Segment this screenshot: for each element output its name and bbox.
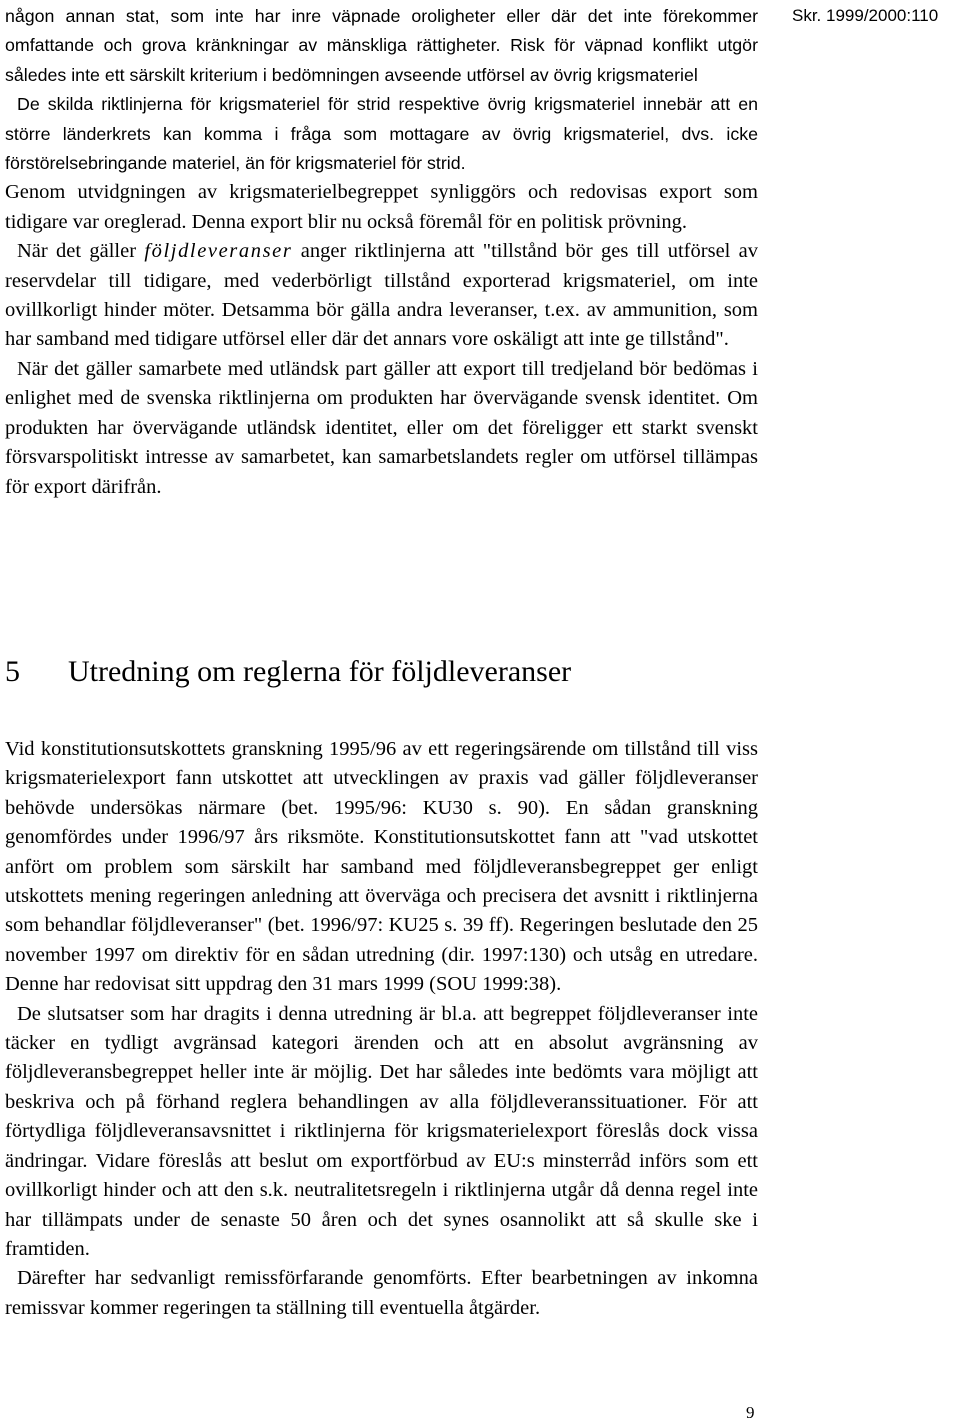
paragraph: Därefter har sedvanligt remissförfarande genomförts. Efter bearbetningen av inkomna remissvar kommer regeringen ta ställning till eventuella åtgärder. bbox=[5, 1267, 758, 1319]
section-text-upper bbox=[5, 2, 758, 502]
section-number: 5 bbox=[5, 655, 20, 688]
paragraph bbox=[5, 237, 758, 355]
paragraph: någon annan stat, som inte har inre väpnade oroligheter eller där det inte förekommer omfattande och grova kränkningar av mänskliga rättigheter. Risk för väpnad konflikt utgör således inte ett särskilt kriterium i bedömningen avseende utförsel av övrig krigsmateriel bbox=[5, 6, 758, 85]
paragraph: De slutsatser som har dragits i denna utredning är bl.a. att begreppet följdleveranser inte täcker en tydligt avgränsad kategori ärenden och att en absolut avgränsning av följdleveransbegreppet heller inte är möjlig. Det har således inte bedömts vara möjligt att beskriva och på förhand reglera behandlingen av alla följdleveranssituationer. För att förtydliga följdleveransavsnittet i riktlinjerna för krigsmaterielexport föreslås dock vissa ändringar. Vidare föreslås att beslut om exportförbud av EU:s minsterråd införs som ett ovillkorligt hinder och att den s.k. neutralitetsregeln i riktlinjerna utgår då denna regel inte har tillämpats under de senaste 50 åren och det synes osannolikt att så skulle ske i framtiden. bbox=[5, 1002, 758, 1260]
paragraph: De skilda riktlinjerna för krigsmateriel för strid respektive övrig krigsmateriel innebär att en större länderkrets kan komma i fråga som mottagare av övrig krigsmateriel, dvs. icke förstörelsebringande materiel, än för krigsmateriel för strid. bbox=[5, 94, 758, 174]
paragraph-text: När det gäller bbox=[17, 240, 145, 263]
section-text-lower bbox=[5, 735, 758, 1323]
section-heading bbox=[5, 652, 571, 692]
document-reference: Skr. 1999/2000:110 bbox=[792, 6, 939, 25]
section-title: Utredning om reglerna för följdleveranser bbox=[68, 655, 572, 688]
paragraph: När det gäller samarbete med utländsk part gäller att export till tredjeland bör bedömas i enlighet med de svenska riktlinjerna om produkten har övervägande svensk identitet. Om produkten har övervägande utländsk identitet, eller om det föreligger ett starkt svenskt försvarspolitiskt intresse av samarbetet, kan samarbetslandets regler om utförsel tillämpas för export därifrån. bbox=[5, 357, 758, 498]
page-number: 9 bbox=[746, 1403, 755, 1422]
paragraph: Vid konstitutionsutskottets granskning 1995/96 av ett regeringsärende om tillstånd till viss krigsmaterielexport fann utskottet att utvecklingen av praxis vad gäller följdleveranser behövde undersökas närmare (bet. 1995/96: KU30 s. 90). En sådan granskning genomfördes under 1996/97 års riksmöte. Konstitutionsutskottet fann att "vad utskottet anfört om problem som särskilt har samband med följdleveransbegreppet ger enligt utskottets mening regeringen anledning att överväga och precisera det avsnitt i riktlinjerna som behandlar följdleveranser" (bet. 1996/97: KU25 s. 39 ff). Regeringen beslutade den 25 november 1997 om direktiv för en sådan utredning (dir. 1997:130) och utsåg en utredare. Denne har redovisat sitt uppdrag den 31 mars 1999 (SOU 1999:38). bbox=[5, 738, 758, 996]
paragraph-text: anger riktlinjerna att "tillstånd bör ges till utförsel av reservdelar till tidigare, med vederbörligt tillstånd exporterad krigsmateriel, om inte ovillkorligt hinder möter. Detsamma bör gälla andra leveranser, t.ex. av ammunition, som har samband med tidigare utförsel eller där det annars vore oskäligt att inte ge tillstånd". bbox=[5, 240, 758, 351]
paragraph: Genom utvidgningen av krigsmaterielbegreppet synliggörs och redovisas export som tidigare var oreglerad. Denna export blir nu också föremål för en politisk prövning. bbox=[5, 181, 758, 233]
emphasized-term: följdleveranser bbox=[144, 240, 293, 263]
